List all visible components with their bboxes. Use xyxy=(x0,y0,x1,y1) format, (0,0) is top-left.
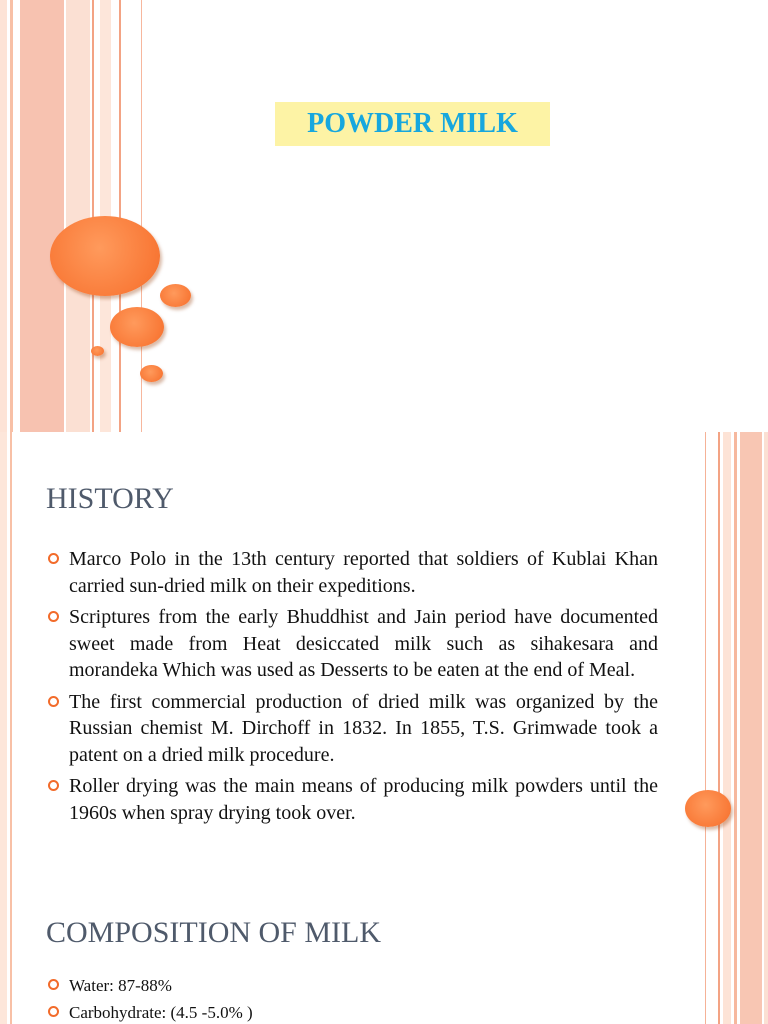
ring-bullet-icon xyxy=(48,553,59,564)
decorative-stripe xyxy=(705,888,706,1024)
decorative-stripe xyxy=(10,0,13,432)
decorative-circle xyxy=(160,284,191,307)
decorative-stripe xyxy=(10,888,12,1024)
decorative-stripe xyxy=(718,888,720,1024)
history-slide xyxy=(0,432,768,888)
decorative-circle xyxy=(140,365,163,382)
list-item: Carbohydrate: (4.5 -5.0% ) xyxy=(46,1001,658,1024)
composition-bullets xyxy=(46,974,658,1024)
list-item: Scriptures from the early Bhuddhist and Jain period have documented sweet made from Heat desiccated milk such as sihakesara and morandeka Which was used as Desserts to be eaten at the end of Meal. xyxy=(46,604,658,684)
decorative-stripe xyxy=(0,888,7,1024)
ring-bullet-icon xyxy=(48,1006,59,1017)
decorative-stripe xyxy=(734,888,737,1024)
list-item: The first commercial production of dried milk was organized by the Russian chemist M. Dirchoff in 1832. In 1855, T.S. Grimwade took a patent on a dried milk procedure. xyxy=(46,689,658,769)
history-heading: HISTORY xyxy=(46,482,174,515)
decorative-stripe xyxy=(740,888,762,1024)
decorative-circle xyxy=(50,216,160,296)
decorative-stripe xyxy=(66,0,90,432)
list-item: Marco Polo in the 13th century reported that soldiers of Kublai Khan carried sun-dried milk on their expeditions. xyxy=(46,546,658,599)
ring-bullet-icon xyxy=(48,780,59,791)
decorative-circle xyxy=(91,346,104,356)
decorative-stripe xyxy=(764,888,768,1024)
decorative-stripe xyxy=(119,0,121,432)
decorative-stripe xyxy=(0,0,7,432)
ring-bullet-icon xyxy=(48,979,59,990)
ring-bullet-icon xyxy=(48,696,59,707)
decorative-stripe xyxy=(740,432,762,888)
slide-title: POWDER MILK xyxy=(307,108,518,139)
list-item: Water: 87-88% xyxy=(46,974,658,997)
decorative-stripe xyxy=(764,432,768,888)
decorative-circle xyxy=(685,790,731,827)
decorative-stripe xyxy=(723,888,731,1024)
decorative-stripe xyxy=(0,432,7,888)
decorative-stripe xyxy=(10,432,12,888)
composition-slide xyxy=(0,888,768,1024)
title-slide xyxy=(0,0,768,432)
decorative-circle xyxy=(110,307,164,347)
ring-bullet-icon xyxy=(48,611,59,622)
title-box xyxy=(275,102,550,146)
list-item: Roller drying was the main means of producing milk powders until the 1960s when spray drying took over. xyxy=(46,773,658,826)
composition-heading: COMPOSITION OF MILK xyxy=(46,916,382,949)
decorative-stripe xyxy=(20,0,64,432)
decorative-stripe xyxy=(734,432,737,888)
history-bullets xyxy=(46,546,658,831)
